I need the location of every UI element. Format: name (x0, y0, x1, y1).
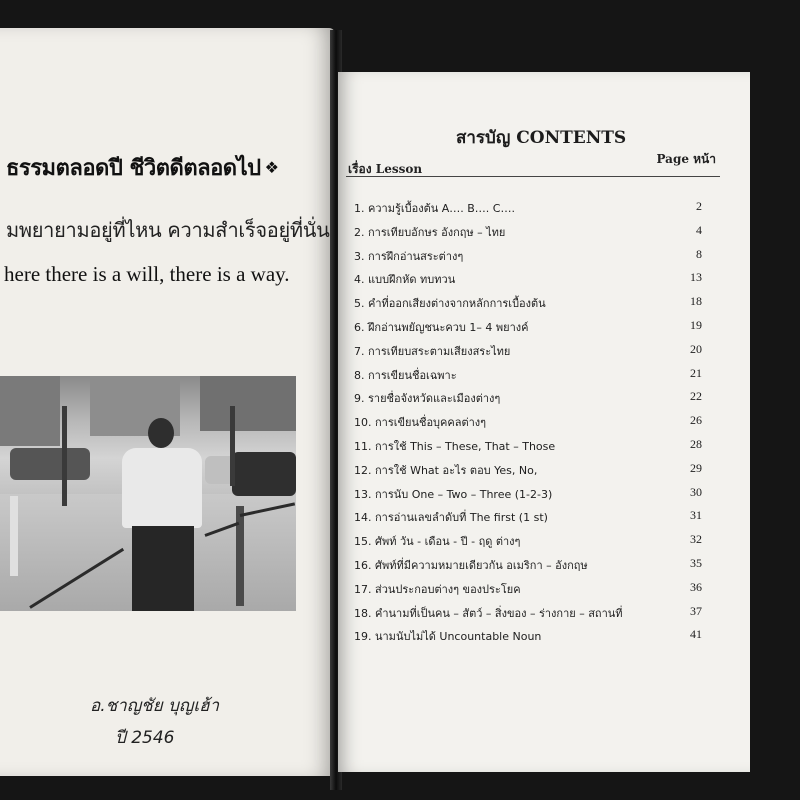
author-photo (0, 376, 296, 611)
author-name: อ.ชาญชัย บุญเฮ้า (90, 696, 220, 716)
toc-entry-page: 36 (690, 579, 702, 594)
toc-entry-title: 3. การฝึกอ่านสระต่างๆ (354, 249, 464, 263)
toc-entry-title: 16. ศัพท์ที่มีความหมายเดียวกัน อเมริกา – อังกฤษ (354, 558, 588, 572)
contents-title: สารบัญ CONTENTS (456, 128, 627, 148)
toc-entry-page: 28 (690, 436, 702, 451)
toc-entry-title: 19. นามนับไม่ได้ Uncountable Noun (354, 630, 542, 644)
toc-entry (354, 389, 714, 413)
toc-entry-page: 2 (696, 199, 702, 213)
toc-entry-page: 8 (696, 246, 702, 261)
toc-entry-title: 5. คำที่ออกเสียงต่างจากหลักการเบื้องต้น (354, 297, 546, 311)
toc-entry-title: 2. การเทียบอักษร อังกฤษ – ไทย (354, 225, 506, 239)
toc-entry-title: 4. แบบฝึกหัด ทบทวน (354, 273, 456, 287)
toc-entry-title: 1. ความรู้เบื้องต้น A…. B…. C…. (354, 202, 515, 215)
toc-entry-title: 12. การใช้ What อะไร ตอบ Yes, No, (354, 463, 538, 477)
toc-entry-title: 14. การอ่านเลขลำดับที่ The first (1 st) (354, 511, 548, 525)
toc-entry (354, 199, 714, 223)
toc-entry-page: 19 (690, 317, 702, 332)
thai-quote: มพยายามอยู่ที่ไหน ความสำเร็จอยู่ที่นั่น (6, 218, 330, 242)
toc-entry-page: 41 (690, 627, 702, 642)
toc-entry-page: 13 (690, 270, 702, 285)
toc-entry-page: 29 (690, 460, 702, 475)
english-quote: here there is a will, there is a way. (4, 262, 290, 286)
toc-entry-title: 8. การเขียนชื่อเฉพาะ (354, 368, 457, 382)
toc-entry-page: 4 (696, 222, 702, 237)
toc-entry-title: 10. การเขียนชื่อบุคคลต่างๆ (354, 416, 487, 430)
header-rule (346, 176, 720, 177)
page-column-header: Page หน้า (656, 152, 716, 166)
toc-entry (354, 223, 714, 247)
toc-entry (354, 580, 714, 604)
toc-entry (354, 508, 714, 532)
toc-entry-title: 9. รายชื่อจังหวัดและเมืองต่างๆ (354, 392, 501, 406)
toc-entry-page: 21 (690, 365, 702, 380)
toc-entry-page: 31 (690, 508, 702, 523)
toc-entry-page: 18 (690, 294, 702, 309)
motto-text: ธรรมตลอดปี ชีวิตดีตลอดไป (6, 156, 261, 181)
toc-entry-title: 13. การนับ One – Two – Three (1-2-3) (354, 487, 553, 501)
toc-entry-page: 35 (690, 555, 702, 570)
toc-entry-title: 7. การเทียบสระตามเสียงสระไทย (354, 344, 511, 358)
toc-entry-page: 30 (690, 484, 702, 499)
toc-entry-page: 37 (690, 603, 702, 618)
toc-entry (354, 342, 714, 366)
person-head (148, 418, 174, 448)
toc-entry (354, 270, 714, 294)
toc-entry (354, 247, 714, 271)
toc-entry-page: 22 (690, 389, 702, 404)
lesson-column-header: เรื่อง Lesson (348, 162, 423, 176)
toc-entry-page: 20 (690, 341, 702, 356)
toc-entry-page: 32 (690, 532, 702, 547)
left-page (0, 28, 335, 776)
toc-entry (354, 437, 714, 461)
toc-entry-title: 18. คำนามที่เป็นคน – สัตว์ – สิ่งของ – ร่างกาย – สถานที่ (354, 606, 623, 620)
toc-entry (354, 532, 714, 556)
contents-page (338, 72, 750, 772)
toc-entry (354, 366, 714, 390)
toc-entry-title: 15. ศัพท์ วัน - เดือน - ปี - ฤดู ต่างๆ (354, 535, 521, 549)
toc-entry (354, 627, 714, 651)
toc-entry-title: 17. ส่วนประกอบต่างๆ ของประโยค (354, 582, 521, 596)
toc-entry (354, 604, 714, 628)
contents-list (354, 199, 714, 651)
person-pants (132, 526, 194, 611)
toc-entry-title: 6. ฝึกอ่านพยัญชนะควบ 1– 4 พยางค์ (354, 320, 529, 334)
motto (6, 150, 278, 185)
toc-entry-page: 26 (690, 413, 702, 428)
toc-entry (354, 294, 714, 318)
toc-entry (354, 413, 714, 437)
four-diamond-icon: ❖ (264, 158, 279, 177)
person-shirt (122, 448, 202, 528)
toc-entry (354, 556, 714, 580)
toc-entry (354, 485, 714, 509)
author-year: ปี 2546 (115, 728, 175, 748)
toc-entry (354, 318, 714, 342)
toc-entry-title: 11. การใช้ This – These, That – Those (354, 439, 556, 453)
toc-entry (354, 461, 714, 485)
